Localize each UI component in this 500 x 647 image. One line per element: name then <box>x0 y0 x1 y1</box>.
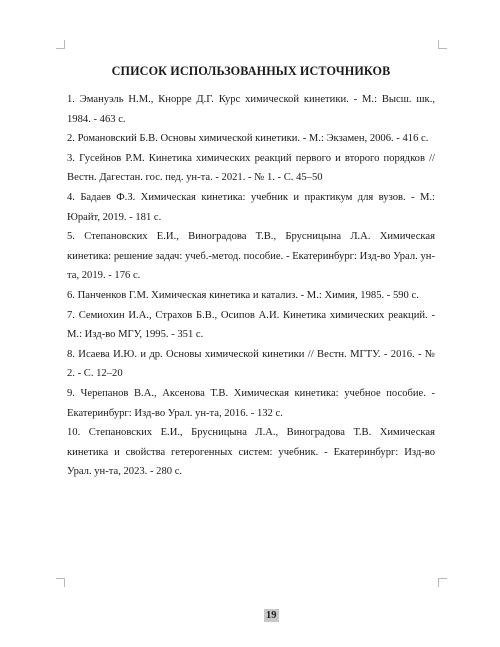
page-number: 19 <box>266 610 277 621</box>
reference-item-10: 10. Степановских Е.И., Брусницына Л.А., Виноградова Т.В. Химическая кинетика и свойства гетерогенных систем: учебник. - Екатеринбург: Изд-во Урал. ун-та, 2023. - 280 с. <box>67 427 435 478</box>
reference-item-2: 2. Романовский Б.В. Основы химической кинетики. - М.: Экзамен, 2006. - 416 с. <box>67 133 429 145</box>
reference-list <box>67 90 435 482</box>
reference-item-6: 6. Панченков Г.М. Химическая кинетика и катализ. - М.: Химия, 1985. - 590 с. <box>67 289 419 301</box>
margin-corner-mark-bottom-right <box>438 578 447 587</box>
reference-item-9: 9. Черепанов В.А., Аксенова Т.В. Химическая кинетика: учебное пособие. - Екатеринбург: Изд-во Урал. ун-та, 2016. - 132 с. <box>67 387 435 419</box>
reference-item-1: 1. Эмануэль Н.М., Кнорре Д.Г. Курс химической кинетики. - М.: Высш. шк., 1984. - 463 с. <box>67 94 435 125</box>
reference-item-3: 3. Гусейнов Р.М. Кинетика химических реакций первого и второго порядков // Вестн. Дагестан. гос. пед. ун-та. - 2021. - № 1. - С. 45–50 <box>67 152 435 184</box>
reference-item-7: 7. Семиохин И.А., Страхов Б.В., Осипов А.И. Кинетика химических реакций. - М.: Изд-во МГУ, 1995. - 351 с. <box>67 309 435 341</box>
page-title: СПИСОК ИСПОЛЬЗОВАННЫХ ИСТОЧНИКОВ <box>111 64 391 78</box>
reference-item-4: 4. Бадаев Ф.З. Химическая кинетика: учебник и практикум для вузов. - М.: Юрайт, 2019. - 181 с. <box>67 191 435 223</box>
margin-corner-mark-bottom-left <box>56 578 65 587</box>
reference-item-8: 8. Исаева И.Ю. и др. Основы химической кинетики // Вестн. МГТУ. - 2016. - № 2. - С. 12–20 <box>67 348 435 380</box>
margin-corner-mark-top-right <box>438 40 447 49</box>
margin-corner-mark-top-left <box>56 40 65 49</box>
reference-item-5: 5. Степановских Е.И., Виноградова Т.В., Брусницына Л.А. Химическая кинетика: решение задач: учеб.-метод. пособие. - Екатеринбург: Изд-во Урал. ун-та, 2019. - 176 с. <box>67 231 435 282</box>
